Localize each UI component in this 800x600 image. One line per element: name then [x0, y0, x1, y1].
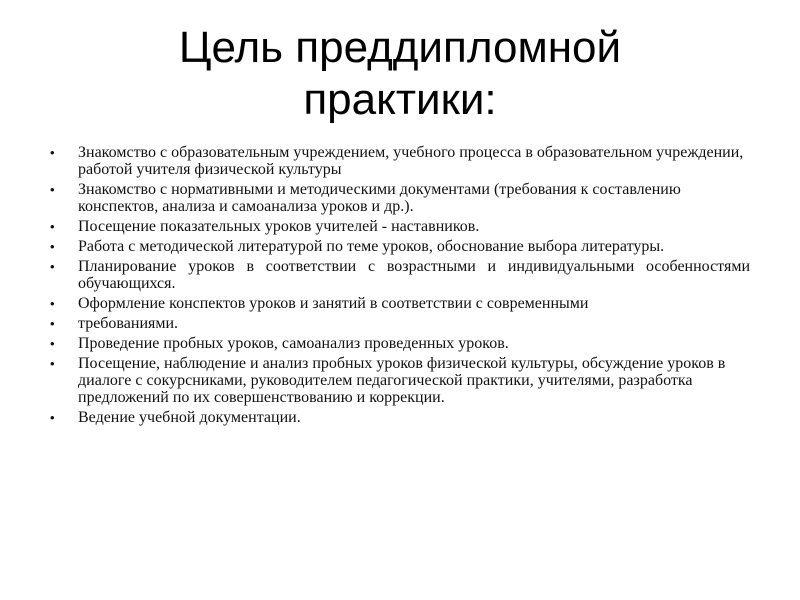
- list-item: [50, 409, 750, 426]
- bullet-icon: •: [50, 259, 55, 274]
- list-item-text: Посещение, наблюдение и анализ пробных уроков физической культуры, обсуждение уроков в диалоге с сокурсниками, руководителем педагогической практики, учителями, разработка предложений по их совершенствованию и коррекции.: [78, 355, 726, 406]
- bullet-icon: •: [50, 336, 55, 351]
- list-item-text: Работа с методической литературой по теме уроков, обоснование выбора литературы.: [78, 238, 665, 255]
- list-item-text: Знакомство с образовательным учреждением, учебного процесса в образовательном учреждении, работой учителя физической культуры: [78, 144, 744, 178]
- bullet-icon: •: [50, 296, 55, 311]
- list-item-text: Знакомство с нормативными и методическими документами (требования к составлению конспектов, анализа и самоанализа уроков и др.).: [78, 181, 681, 215]
- bullet-icon: •: [50, 356, 55, 371]
- list-item-text: Ведение учебной документации.: [78, 409, 301, 426]
- list-item: [50, 295, 750, 312]
- list-item: [50, 315, 750, 332]
- slide-title: [40, 22, 760, 126]
- list-item-text: Посещение показательных уроков учителей - наставников.: [78, 218, 480, 235]
- bullet-icon: •: [50, 239, 55, 254]
- slide-title-line-2: практики:: [303, 75, 497, 124]
- list-item: [50, 238, 750, 255]
- list-item-text: Проведение пробных уроков, самоанализ проведенных уроков.: [78, 335, 509, 352]
- list-item-text: требованиями.: [78, 315, 179, 332]
- bullet-list: [50, 144, 750, 429]
- list-item: [50, 355, 750, 406]
- list-item: [50, 218, 750, 235]
- list-item: [50, 181, 750, 215]
- bullet-icon: •: [50, 316, 55, 331]
- list-item-text: Планирование уроков в соответствии с возрастными и индивидуальными особенностями обучающихся.: [78, 258, 750, 292]
- list-item: [50, 335, 750, 352]
- list-item-text: Оформление конспектов уроков и занятий в соответствии с современными: [78, 295, 589, 312]
- list-item: [50, 144, 750, 178]
- bullet-icon: •: [50, 145, 55, 160]
- bullet-icon: •: [50, 219, 55, 234]
- slide-title-line-1: Цель преддипломной: [178, 23, 622, 72]
- list-item: [50, 258, 750, 292]
- bullet-icon: •: [50, 410, 55, 425]
- bullet-icon: •: [50, 182, 55, 197]
